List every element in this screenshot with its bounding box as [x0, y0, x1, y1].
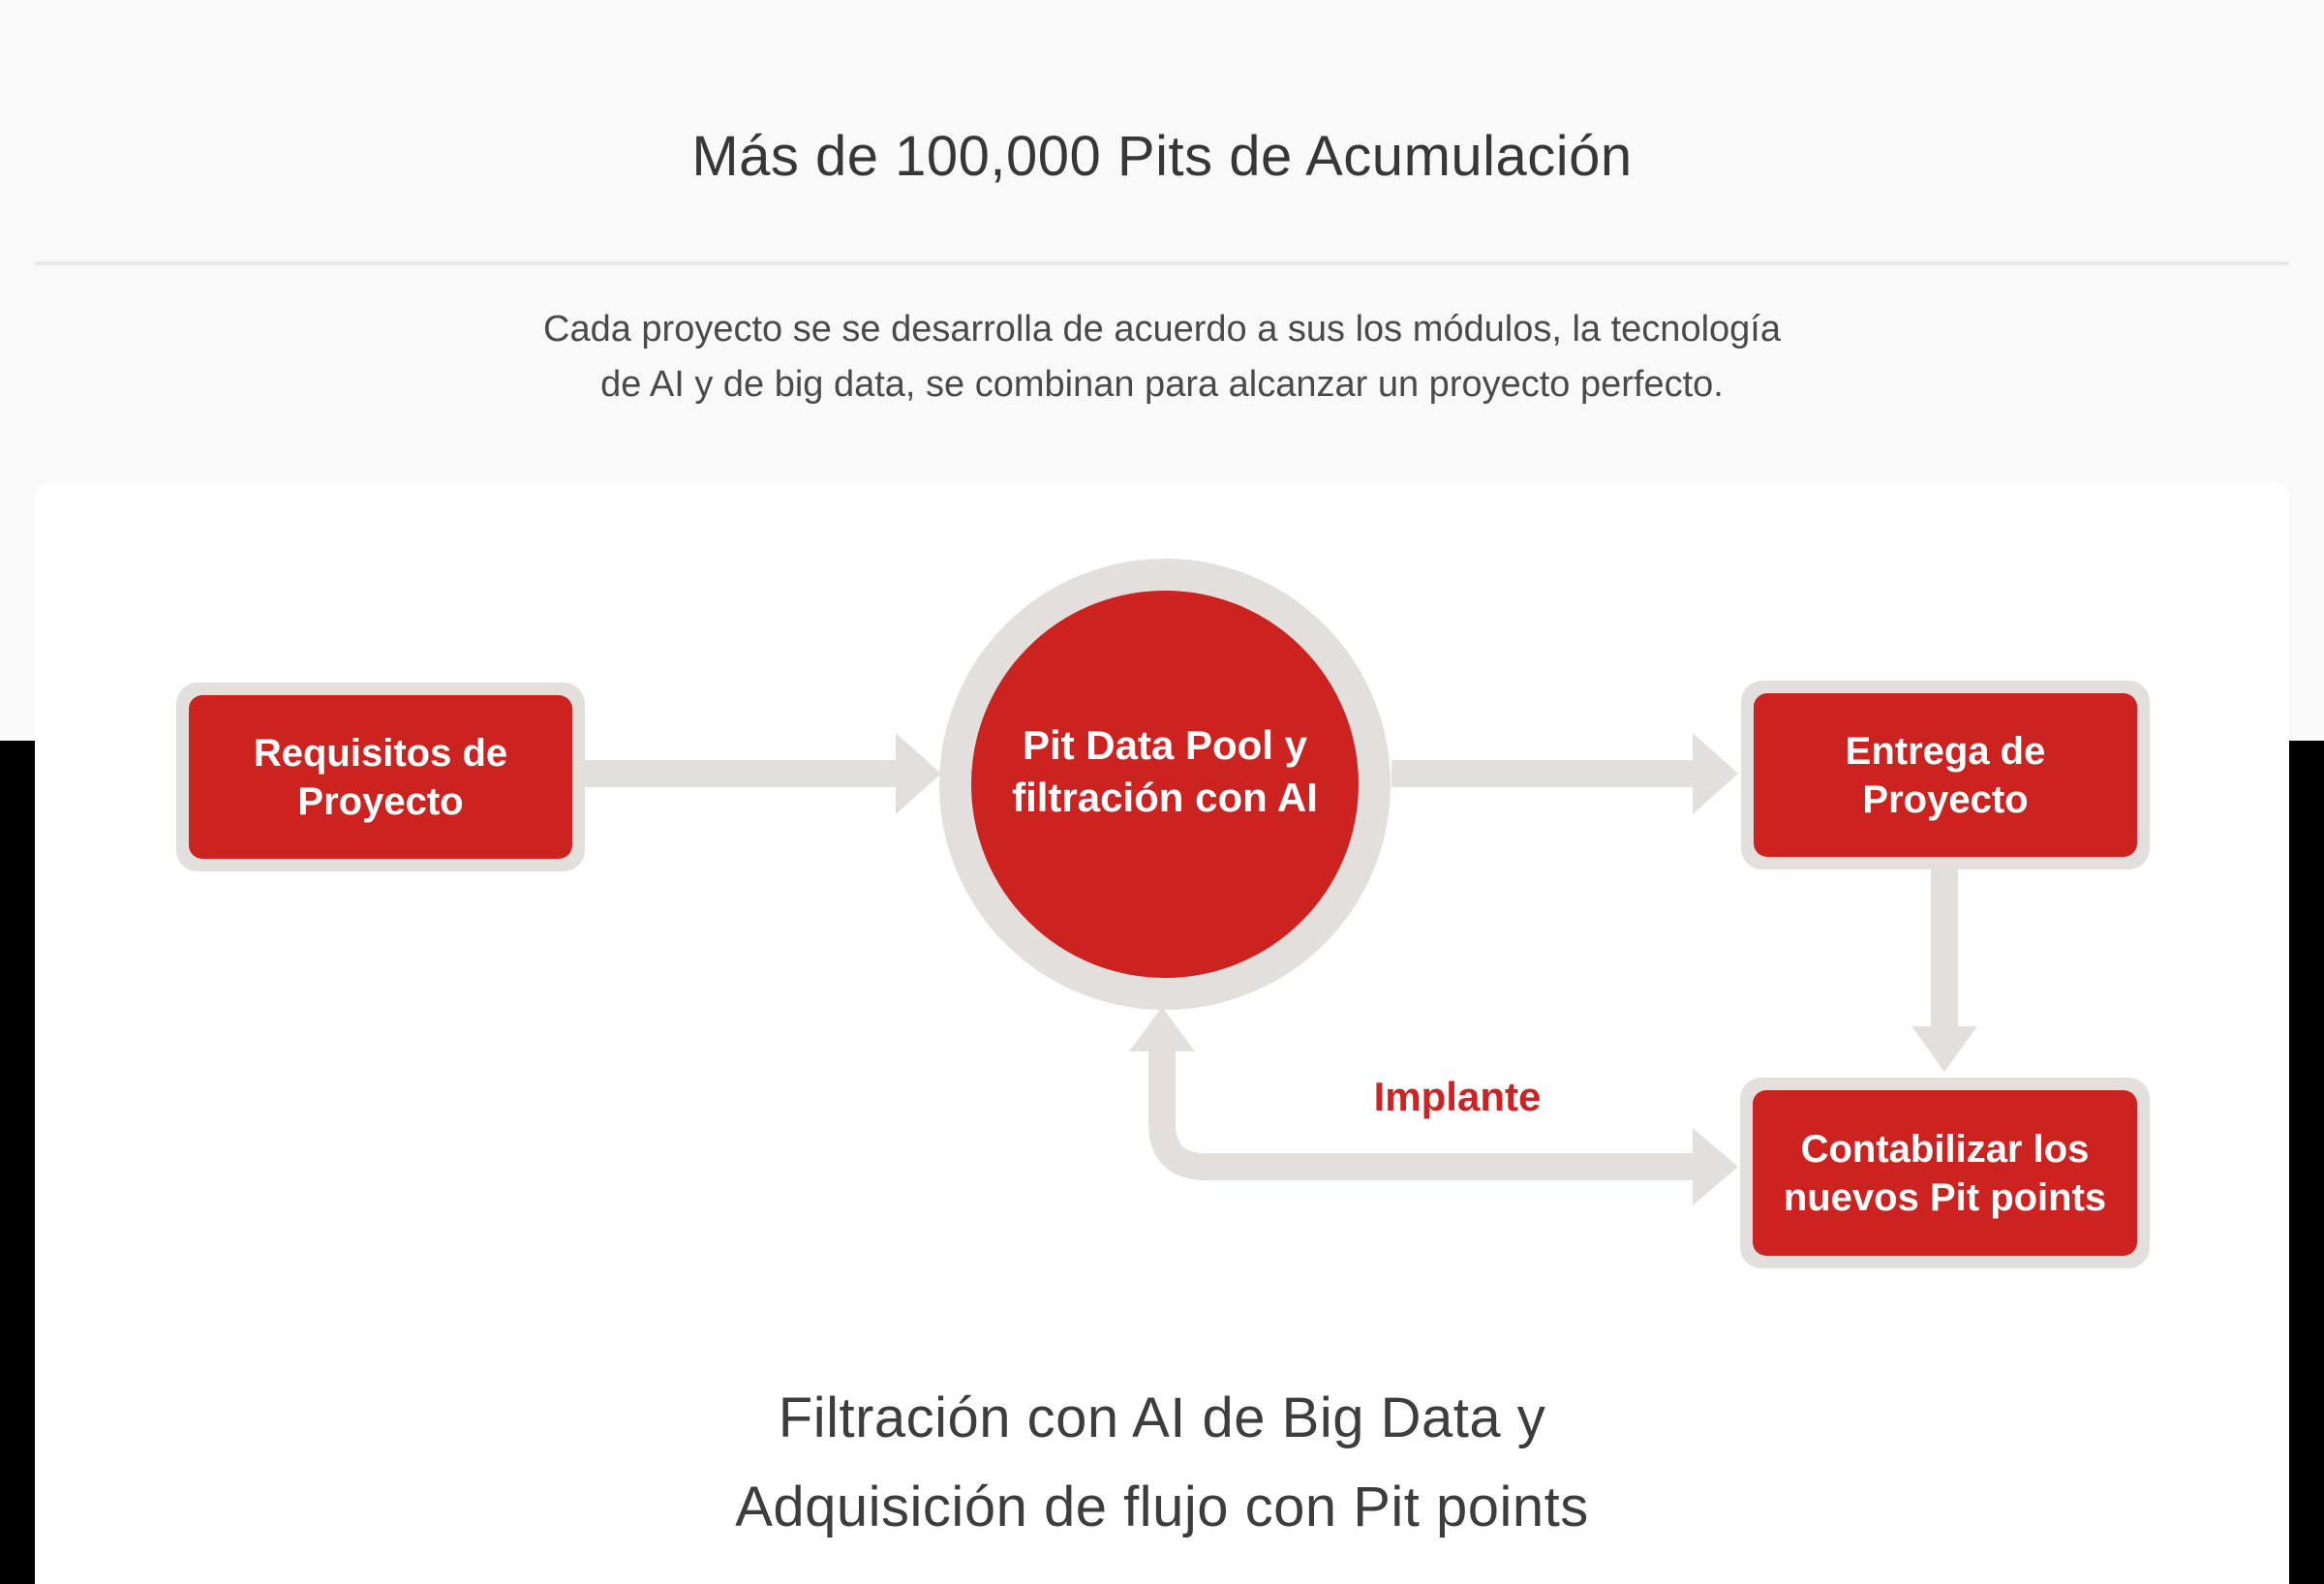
node-requisitos-label: [189, 695, 572, 859]
intro-line-2: de AI y de big data, se combinan para alcanzar un proyecto perfecto.: [600, 364, 1724, 405]
node-contabilizar-label: [1753, 1090, 2137, 1256]
node-contabilizar-line2: nuevos Pit points: [1783, 1175, 2107, 1219]
node-pool-line1: Pit Data Pool y: [1022, 722, 1308, 768]
intro-paragraph: [0, 302, 2324, 412]
node-entrega-label: [1754, 693, 2137, 857]
arrowhead-pool-to-entrega-icon: [1693, 733, 1738, 814]
caption-line-2: Adquisición de flujo con Pit points: [735, 1476, 1589, 1538]
section-divider: [35, 261, 2289, 265]
arrowhead-requisitos-to-pool-icon: [896, 733, 941, 814]
intro-line-1: Cada proyecto se se desarrolla de acuerdo a sus los módulos, la tecnología: [543, 309, 1781, 350]
caption-line-1: Filtración con AI de Big Data y: [778, 1386, 1546, 1449]
node-entrega-line2: Proyecto: [1862, 777, 2029, 821]
node-entrega-de-proyecto: [1741, 681, 2150, 869]
page-title: Más de 100,000 Pits de Acumulación: [691, 125, 1633, 188]
node-pool-line2: filtración con AI: [1012, 775, 1318, 820]
node-requisitos-line1: Requisitos de: [253, 731, 508, 775]
node-contabilizar-line1: Contabilizar los: [1800, 1127, 2090, 1171]
feedback-edge-label: Implante: [1373, 1074, 1542, 1119]
arrowhead-feedback-to-pool-icon: [1129, 1007, 1195, 1051]
arrowhead-entrega-to-contabilizar-icon: [1911, 1026, 1977, 1072]
node-pit-data-pool: [939, 559, 1391, 1010]
node-entrega-line1: Entrega de: [1845, 729, 2046, 773]
node-requisitos-de-proyecto: [176, 683, 585, 871]
diagram-caption: [35, 1374, 2289, 1552]
node-contabilizar-pit-points: [1740, 1078, 2150, 1268]
content-card: [35, 481, 2289, 1584]
node-requisitos-line2: Proyecto: [297, 779, 464, 823]
arrowhead-feedback-to-contabilizar-icon: [1693, 1128, 1738, 1205]
